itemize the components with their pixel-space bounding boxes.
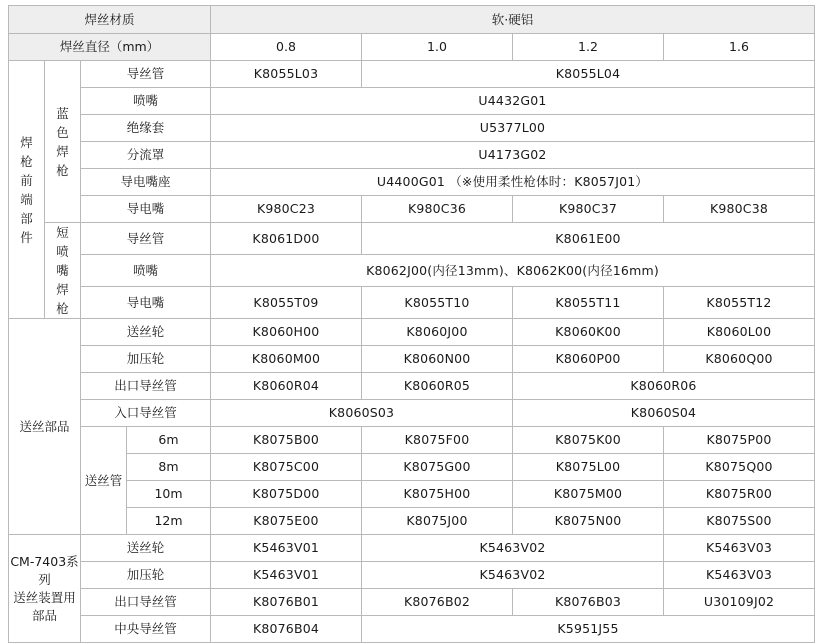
table-row — [9, 196, 815, 223]
table-row — [9, 319, 815, 346]
part-number: K8075B00 — [211, 427, 362, 454]
table-row — [9, 61, 815, 88]
part-number: K8060M00 — [211, 346, 362, 373]
part-number: K980C37 — [513, 196, 664, 223]
part-number: K8075R00 — [664, 481, 815, 508]
row-label: 送丝轮 — [81, 319, 211, 346]
part-number: K8060H00 — [211, 319, 362, 346]
part-number: K980C36 — [362, 196, 513, 223]
part-number: K8061E00 — [362, 223, 815, 255]
part-number: K5463V03 — [664, 562, 815, 589]
part-number: K8060S04 — [513, 400, 815, 427]
group-cm-title-line1: CM-7403系列 — [10, 553, 79, 587]
material-value: 软·硬铝 — [211, 6, 815, 34]
part-number: K8055T10 — [362, 287, 513, 319]
table-row — [9, 88, 815, 115]
part-number: K8075L00 — [513, 454, 664, 481]
row-label: 中央导丝管 — [81, 616, 211, 643]
part-number: K8075D00 — [211, 481, 362, 508]
part-number: K8055L04 — [362, 61, 815, 88]
part-number: K8055T12 — [664, 287, 815, 319]
row-label: 喷嘴 — [81, 255, 211, 287]
part-number: K8060R04 — [211, 373, 362, 400]
part-number: K8055L03 — [211, 61, 362, 88]
liner-length: 10m — [127, 481, 211, 508]
table-row — [9, 427, 815, 454]
part-number: K8076B01 — [211, 589, 362, 616]
row-label: 加压轮 — [81, 562, 211, 589]
parts-table — [8, 5, 815, 643]
row-label: 送丝轮 — [81, 535, 211, 562]
part-number: U4432G01 — [211, 88, 815, 115]
part-number: K8060Q00 — [664, 346, 815, 373]
row-label: 喷嘴 — [81, 88, 211, 115]
table-row — [9, 589, 815, 616]
table-row — [9, 562, 815, 589]
part-number: K8060S03 — [211, 400, 513, 427]
row-label: 入口导丝管 — [81, 400, 211, 427]
part-number: K8076B04 — [211, 616, 362, 643]
part-number: K8060K00 — [513, 319, 664, 346]
table-row — [9, 616, 815, 643]
group-feed-parts: 送丝部品 — [9, 319, 81, 535]
part-number: K8055T11 — [513, 287, 664, 319]
part-number: K5463V01 — [211, 562, 362, 589]
group-blue-torch: 蓝色焊枪 — [45, 61, 81, 223]
row-label: 分流罩 — [81, 142, 211, 169]
group-cm-title-line2: 送丝装置用部品 — [13, 589, 76, 623]
part-number: K5463V02 — [362, 562, 664, 589]
row-label: 导丝管 — [81, 223, 211, 255]
part-number: U4173G02 — [211, 142, 815, 169]
part-number: U30109J02 — [664, 589, 815, 616]
row-label: 绝缘套 — [81, 115, 211, 142]
row-label: 出口导丝管 — [81, 373, 211, 400]
row-label: 加压轮 — [81, 346, 211, 373]
table-row — [9, 223, 815, 255]
diameter-1-2: 1.2 — [513, 34, 664, 61]
part-number: K8076B03 — [513, 589, 664, 616]
header-row-diameter — [9, 34, 815, 61]
part-number: K8075Q00 — [664, 454, 815, 481]
liner-length: 12m — [127, 508, 211, 535]
table-row — [9, 287, 815, 319]
table-row — [9, 142, 815, 169]
group-short-nozzle-torch: 短喷嘴焊枪 — [45, 223, 81, 319]
part-number: K980C23 — [211, 196, 362, 223]
diameter-1-6: 1.6 — [664, 34, 815, 61]
part-number: U4400G01 （※使用柔性枪体时：K8057J01） — [211, 169, 815, 196]
part-number: K980C38 — [664, 196, 815, 223]
part-number: K8060J00 — [362, 319, 513, 346]
table-row — [9, 400, 815, 427]
part-number: K5951J55 — [362, 616, 815, 643]
table-row — [9, 346, 815, 373]
part-number: K8055T09 — [211, 287, 362, 319]
part-number: K8060R05 — [362, 373, 513, 400]
part-number: K8060L00 — [664, 319, 815, 346]
row-label: 导电嘴 — [81, 287, 211, 319]
table-row — [9, 508, 815, 535]
liner-length: 6m — [127, 427, 211, 454]
table-row — [9, 255, 815, 287]
table-row — [9, 481, 815, 508]
part-number: K8060P00 — [513, 346, 664, 373]
part-number: K8075E00 — [211, 508, 362, 535]
row-label: 导丝管 — [81, 61, 211, 88]
part-number: K8075N00 — [513, 508, 664, 535]
part-number: K5463V01 — [211, 535, 362, 562]
part-number: K8075J00 — [362, 508, 513, 535]
part-number: K8075H00 — [362, 481, 513, 508]
row-label: 导电嘴 — [81, 196, 211, 223]
liner-length: 8m — [127, 454, 211, 481]
row-label-liner: 送丝管 — [81, 427, 127, 535]
group-cm-7403 — [9, 535, 81, 643]
part-number: K8060N00 — [362, 346, 513, 373]
table-row — [9, 454, 815, 481]
part-number: K8061D00 — [211, 223, 362, 255]
part-number: K8075S00 — [664, 508, 815, 535]
part-number: K8075C00 — [211, 454, 362, 481]
part-number: K8075F00 — [362, 427, 513, 454]
part-number: K5463V03 — [664, 535, 815, 562]
row-label: 导电嘴座 — [81, 169, 211, 196]
part-number: U5377L00 — [211, 115, 815, 142]
table-row — [9, 535, 815, 562]
header-row-material — [9, 6, 815, 34]
part-number: K8062J00(内径13mm)、K8062K00(内径16mm) — [211, 255, 815, 287]
diameter-label: 焊丝直径（mm） — [9, 34, 211, 61]
part-number: K8060R06 — [513, 373, 815, 400]
part-number: K8076B02 — [362, 589, 513, 616]
part-number: K5463V02 — [362, 535, 664, 562]
part-number: K8075M00 — [513, 481, 664, 508]
part-number: K8075P00 — [664, 427, 815, 454]
table-row — [9, 115, 815, 142]
part-number: K8075K00 — [513, 427, 664, 454]
row-label: 出口导丝管 — [81, 589, 211, 616]
table-row — [9, 169, 815, 196]
material-label: 焊丝材质 — [9, 6, 211, 34]
part-number: K8075G00 — [362, 454, 513, 481]
table-row — [9, 373, 815, 400]
diameter-1-0: 1.0 — [362, 34, 513, 61]
diameter-0-8: 0.8 — [211, 34, 362, 61]
group-front-parts: 焊枪前端部件 — [9, 61, 45, 319]
